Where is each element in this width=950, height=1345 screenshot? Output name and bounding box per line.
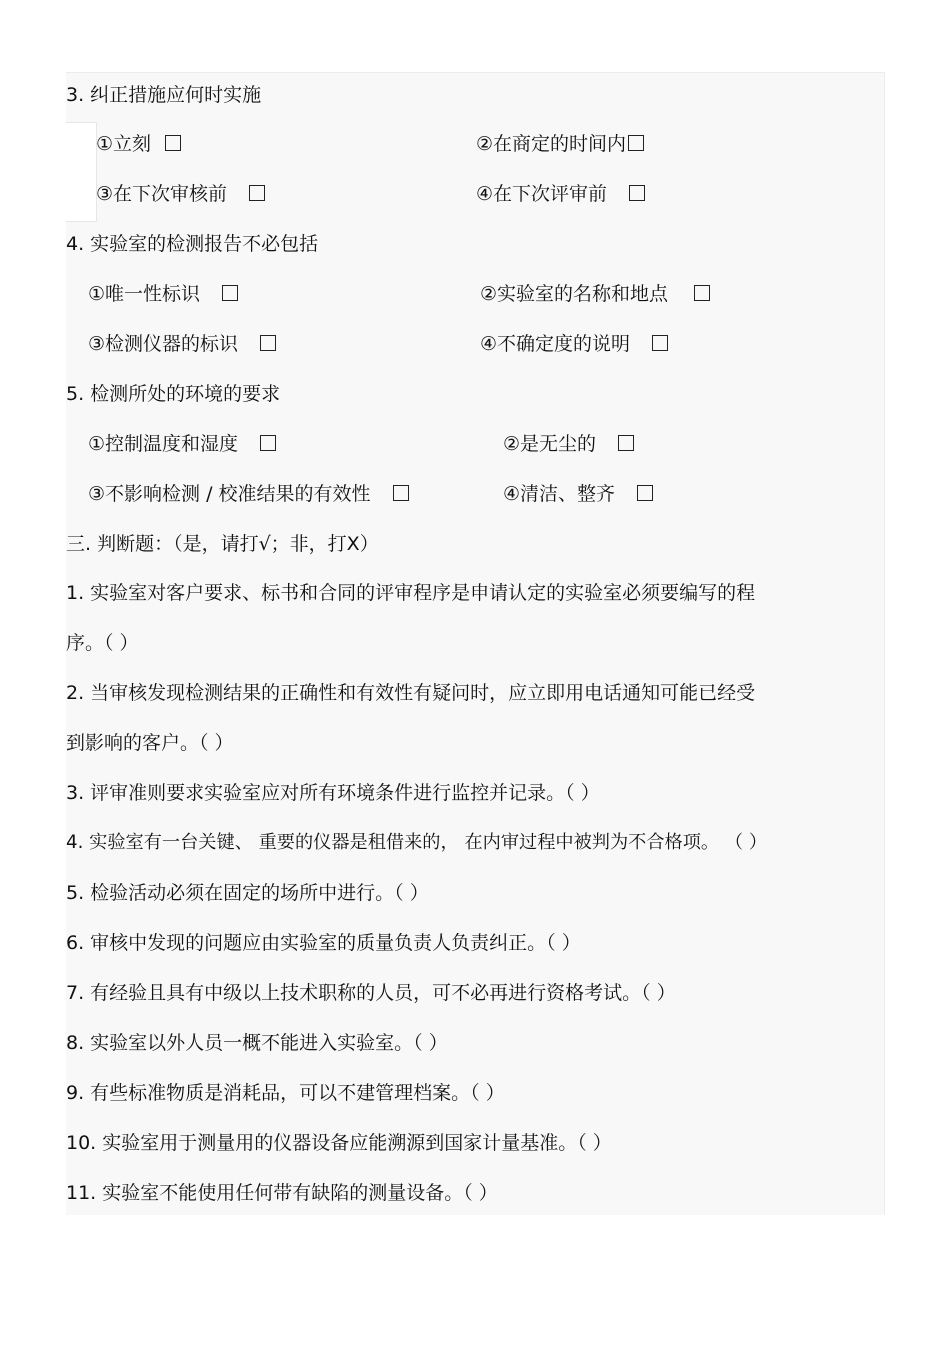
judgment-item: 2. 当审核发现检测结果的正确性和有效性有疑问时，应立即用电话通知可能已经受 — [66, 682, 756, 704]
checkbox[interactable] — [652, 335, 668, 351]
judgment-item: 4. 实验室有一台关键、 重要的仪器是租借来的， 在内审过程中被判为不合格项。 （ ） — [66, 832, 768, 853]
judgment-item: 9. 有些标准物质是消耗品，可以不建管理档案。（ ） — [66, 1082, 505, 1104]
option-label: ④在下次评审前 — [476, 183, 608, 205]
checkbox[interactable] — [260, 335, 276, 351]
option-label: ①唯一性标识 — [88, 283, 201, 305]
question-3-option-1[interactable] — [96, 131, 181, 157]
option-label: ③不影响检测 / 校准结果的有效性 — [88, 483, 371, 505]
question-3-title: 3. 纠正措施应何时实施 — [66, 84, 262, 106]
checkbox[interactable] — [165, 135, 181, 151]
judgment-item: 1. 实验室对客户要求、标书和合同的评审程序是申请认定的实验室必须要编写的程 — [66, 582, 756, 604]
option-label: ②是无尘的 — [503, 433, 597, 455]
question-4-option-4[interactable] — [480, 331, 668, 357]
checkbox[interactable] — [637, 485, 653, 501]
option-label: ①控制温度和湿度 — [88, 433, 239, 455]
checkbox[interactable] — [629, 185, 645, 201]
question-5-option-2[interactable] — [503, 431, 634, 457]
checkbox[interactable] — [222, 285, 238, 301]
question-3-option-4[interactable] — [476, 181, 645, 207]
judgment-item: 8. 实验室以外人员一概不能进入实验室。（ ） — [66, 1032, 448, 1054]
question-3-option-2[interactable] — [476, 131, 644, 157]
option-label: ②实验室的名称和地点 — [480, 283, 669, 305]
judgment-item: 10. 实验室用于测量用的仪器设备应能溯源到国家计量基准。（ ） — [66, 1132, 612, 1154]
option-label: ①立刻 — [96, 133, 152, 155]
option-label: ②在商定的时间内 — [476, 133, 627, 155]
section-3-heading: 三. 判断题：（是，请打√；非，打X） — [66, 533, 379, 555]
checkbox[interactable] — [260, 435, 276, 451]
question-5-option-3[interactable] — [88, 481, 409, 507]
judgment-item: 6. 审核中发现的问题应由实验室的质量负责人负责纠正。（ ） — [66, 932, 581, 954]
judgment-item-continued: 到影响的客户。（ ） — [66, 732, 234, 754]
judgment-item: 7. 有经验且具有中级以上技术职称的人员，可不必再进行资格考试。（ ） — [66, 982, 676, 1004]
checkbox[interactable] — [628, 135, 644, 151]
checkbox[interactable] — [249, 185, 265, 201]
question-4-option-1[interactable] — [88, 281, 238, 307]
option-label: ④清洁、整齐 — [503, 483, 616, 505]
table-cell-edge — [66, 122, 97, 222]
option-label: ④不确定度的说明 — [480, 333, 631, 355]
judgment-item: 3. 评审准则要求实验室应对所有环境条件进行监控并记录。（ ） — [66, 782, 600, 804]
question-4-title: 4. 实验室的检测报告不必包括 — [66, 233, 319, 255]
checkbox[interactable] — [694, 285, 710, 301]
option-label: ③检测仪器的标识 — [88, 333, 239, 355]
question-5-option-1[interactable] — [88, 431, 276, 457]
option-label: ③在下次审核前 — [96, 183, 228, 205]
checkbox[interactable] — [393, 485, 409, 501]
checkbox[interactable] — [618, 435, 634, 451]
question-3-option-3[interactable] — [96, 181, 265, 207]
question-5-option-4[interactable] — [503, 481, 653, 507]
question-5-title: 5. 检测所处的环境的要求 — [66, 383, 281, 405]
judgment-item: 5. 检验活动必须在固定的场所中进行。（ ） — [66, 882, 429, 904]
judgment-item-continued: 序。（ ） — [66, 632, 139, 654]
question-4-option-2[interactable] — [480, 281, 710, 307]
judgment-item: 11. 实验室不能使用任何带有缺陷的测量设备。（ ） — [66, 1182, 498, 1204]
question-4-option-3[interactable] — [88, 331, 276, 357]
